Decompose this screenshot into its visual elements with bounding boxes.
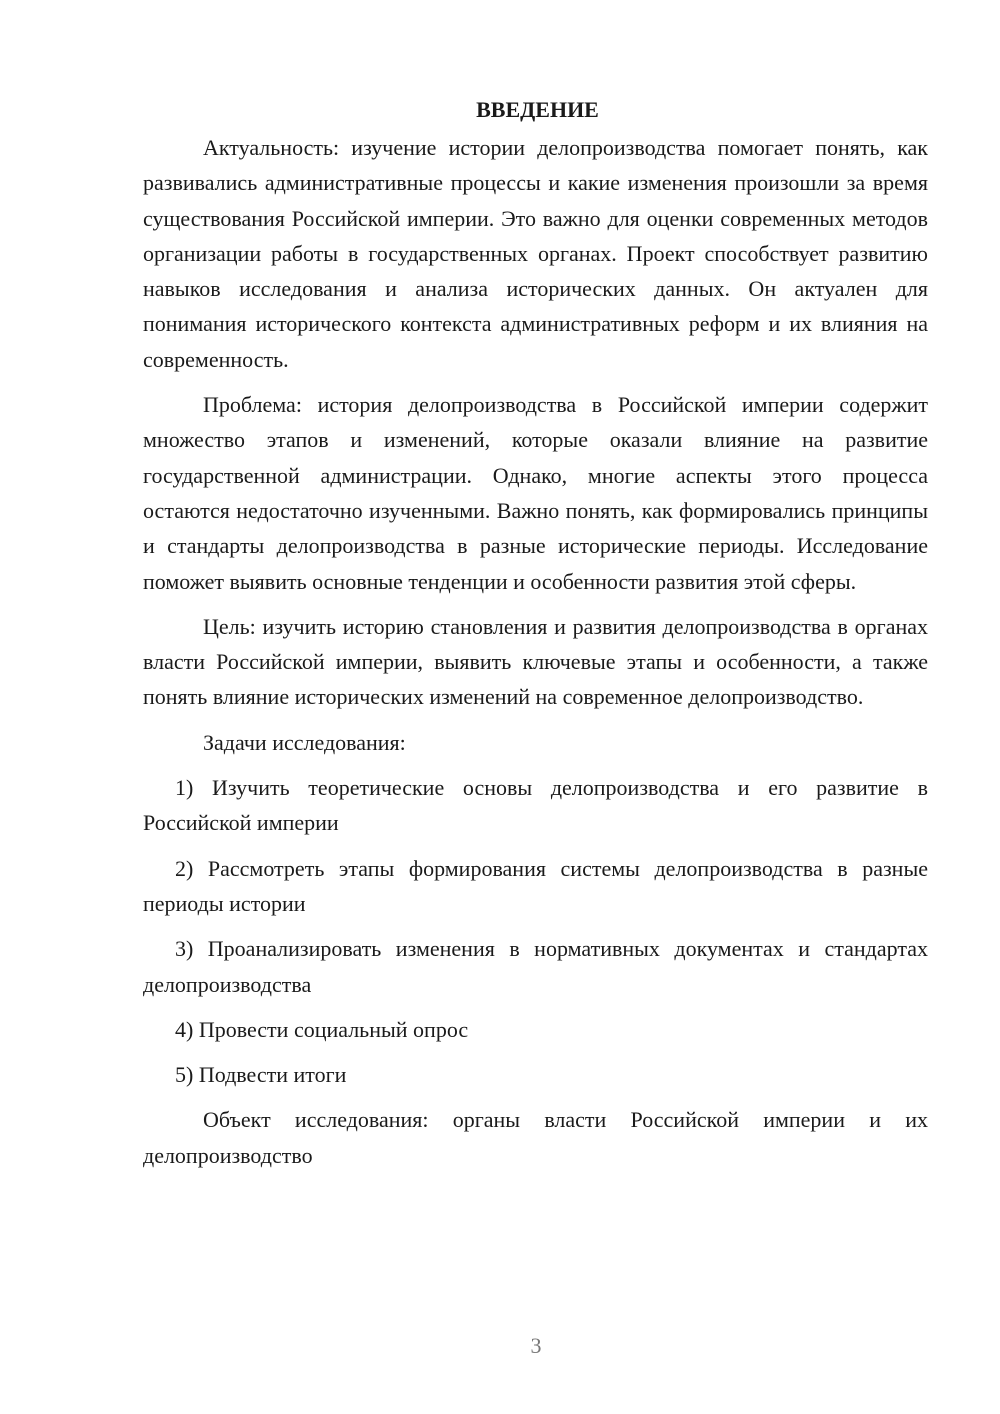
- page-content: [143, 92, 928, 1183]
- task-item-5: 5) Подвести итоги: [175, 1062, 347, 1088]
- task-item-3: 3) Проанализировать изменения в нормативных документах и стандартах делопроизводства: [143, 936, 928, 997]
- object-paragraph: Объект исследования: органы власти Российской империи и их делопроизводство: [143, 1107, 928, 1168]
- section-heading: ВВЕДЕНИЕ: [476, 97, 599, 122]
- problem-paragraph: Проблема: история делопроизводства в Российской империи содержит множество этапов и изменений, которые оказали влияние на развитие государственной администрации. Однако, многие аспекты этого процесса остаются недостаточно изученными. Важно понять, как формировались принципы и стандарты делопроизводства в разные исторические периоды. Исследование поможет выявить основные тенденции и особенности развития этой сферы.: [143, 392, 928, 594]
- tasks-heading: Задачи исследования:: [203, 729, 406, 755]
- task-item-1: 1) Изучить теоретические основы делопроизводства и его развитие в Российской империи: [143, 775, 928, 836]
- relevance-paragraph: Актуальность: изучение истории делопроизводства помогает понять, как развивались административные процессы и какие изменения произошли за время существования Российской империи. Это важно для оценки современных методов организации работы в государственных органах. Проект способствует развитию навыков исследования и анализа исторических данных. Он актуален для понимания исторического контекста административных реформ и их влияния на современность.: [143, 135, 928, 372]
- goal-paragraph: Цель: изучить историю становления и развития делопроизводства в органах власти Российской империи, выявить ключевые этапы и особенности, а также понять влияние исторических изменений на современное делопроизводство.: [143, 613, 928, 710]
- task-item-2: 2) Рассмотреть этапы формирования системы делопроизводства в разные периоды истории: [143, 855, 928, 916]
- task-item-4: 4) Провести социальный опрос: [175, 1016, 469, 1042]
- page-number: 3: [530, 1333, 542, 1358]
